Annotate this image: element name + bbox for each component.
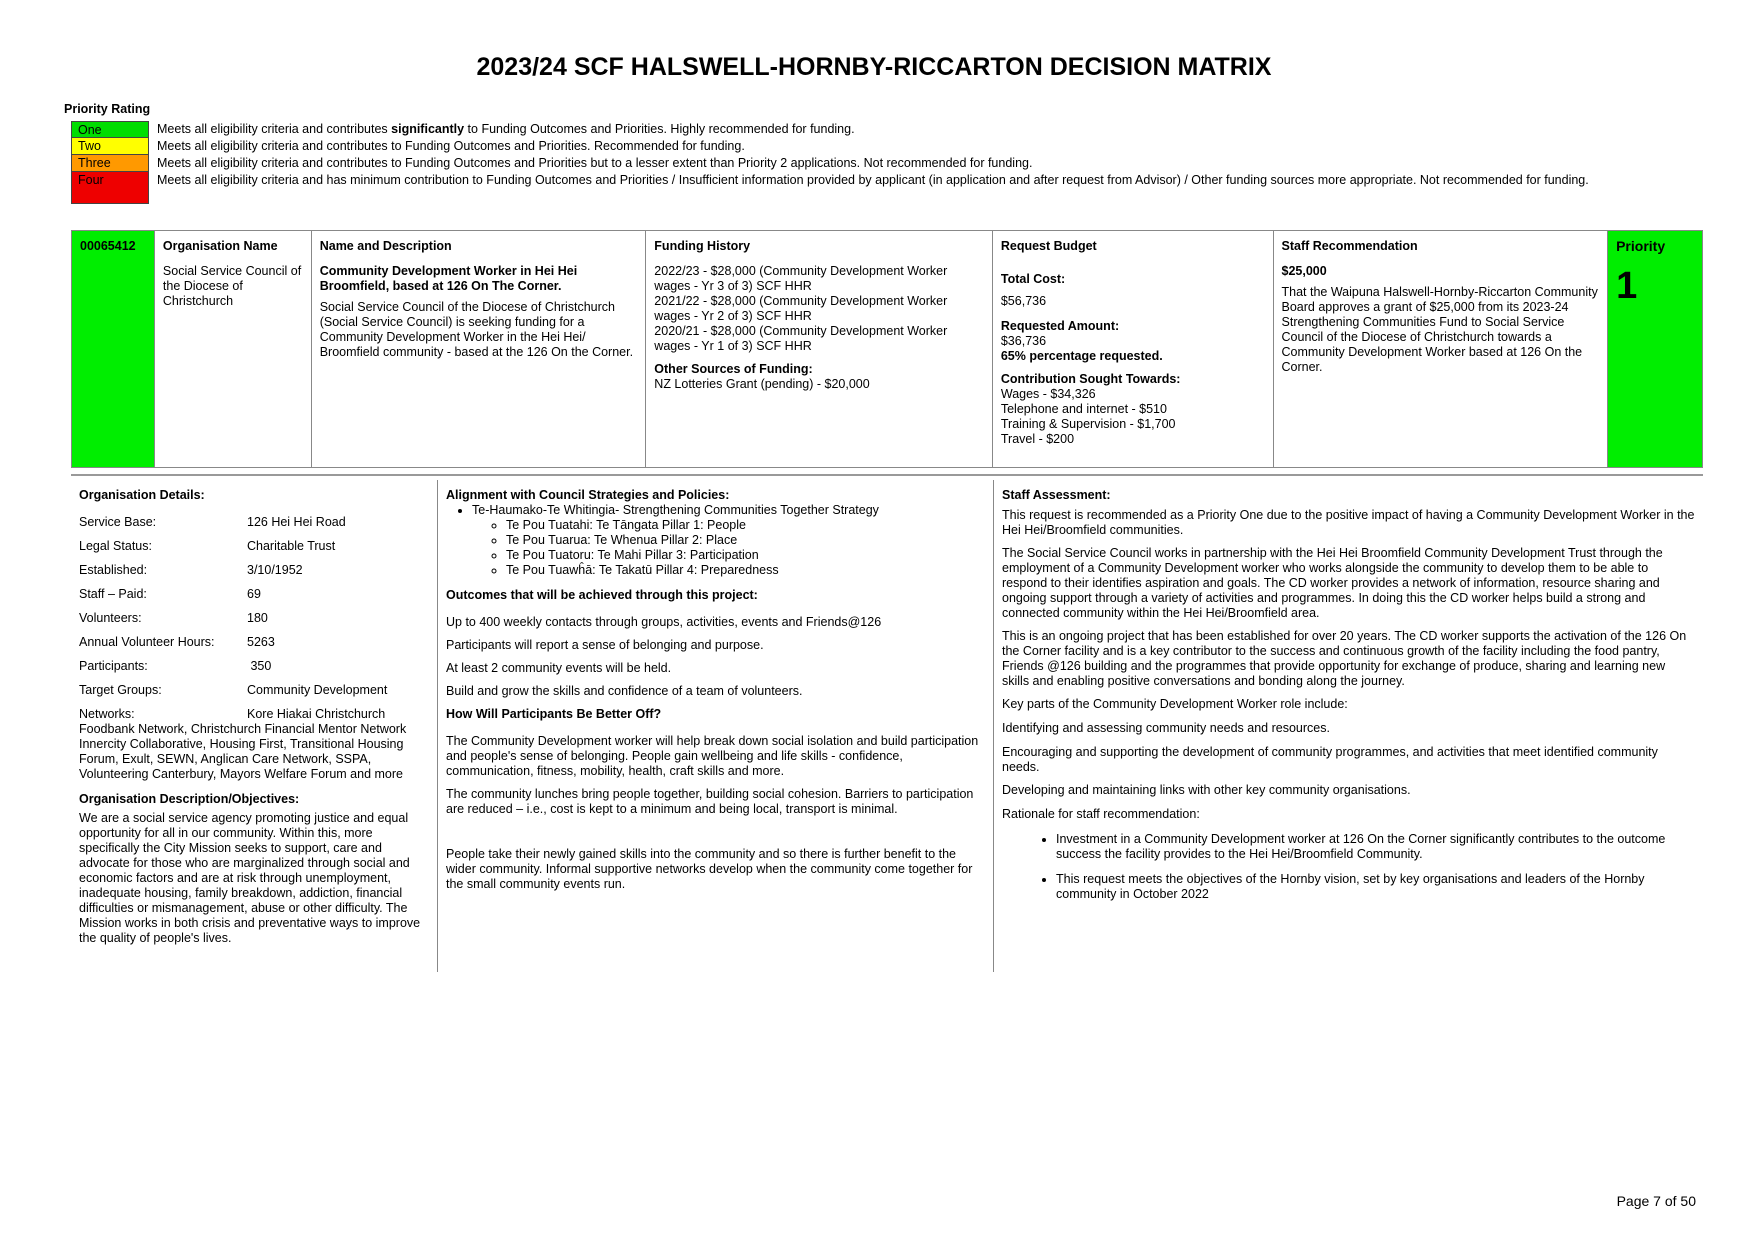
priority-swatch: One xyxy=(71,121,149,138)
organisation-name: Social Service Council of the Diocese of Christchurch xyxy=(162,264,302,308)
section-divider xyxy=(71,474,1703,476)
organisation-detail-row xyxy=(79,539,429,554)
staff-recommendation-heading: Staff Recommendation xyxy=(1281,239,1418,253)
better-off-heading: How Will Participants Be Better Off? xyxy=(446,707,662,721)
recommended-amount: $25,000 xyxy=(1281,264,1327,278)
request-budget-heading: Request Budget xyxy=(1000,239,1097,253)
pillar-item: ◦ Te Pou Tuatahi: Te Tāngata Pillar 1: People xyxy=(506,518,985,533)
organisation-name-heading: Organisation Name xyxy=(162,239,278,253)
assessment-paragraph: Rationale for staff recommendation: xyxy=(1002,807,1200,821)
detail-value: 126 Hei Hei Road xyxy=(247,515,346,529)
organisation-name-cell xyxy=(155,231,312,467)
priority-cell xyxy=(1608,231,1702,467)
organisation-detail-row xyxy=(79,611,429,626)
strategy-name: Te-Haumako-Te Whitingia- Strengthening Communities Together Strategy xyxy=(472,503,879,517)
page-title: 2023/24 SCF HALSWELL-HORNBY-RICCARTON DECISION MATRIX xyxy=(476,53,1272,81)
funding-history-heading: Funding History xyxy=(654,239,751,253)
application-summary-table xyxy=(71,230,1703,468)
priority-description-text: to Funding Outcomes and Priorities. Highly recommended for funding. xyxy=(464,122,855,136)
contribution-item: Training & Supervision - $1,700 xyxy=(1000,417,1176,431)
better-off-paragraph: People take their newly gained skills into the community and so there is further benefit to the wider community. Informal supportive networks develop when the community come together for the small community events run. xyxy=(446,847,973,891)
priority-swatch: Three xyxy=(71,155,149,172)
application-id: 00065412 xyxy=(80,239,136,253)
recommendation-text: That the Waipuna Halswell-Hornby-Riccarton Community Board approves a grant of $25,000 from its 2023-24 Strengthening Communities Fund to Social Service Council of the Diocese of Christchurch towards a Community Development Worker based at 126 On the Corner. xyxy=(1281,285,1598,374)
assessment-paragraph: Key parts of the Community Development Worker role include: xyxy=(1002,697,1348,711)
rationale-item: • This request meets the objectives of the Hornby vision, set by key organisations and leaders of the Hornby community in October 2022 xyxy=(1056,872,1695,902)
pillar-list xyxy=(472,518,985,578)
organisation-detail-row xyxy=(79,563,429,578)
organisation-detail-row xyxy=(79,659,429,674)
outcome-item: Participants will report a sense of belonging and purpose. xyxy=(446,638,764,652)
requested-amount-label: Requested Amount: xyxy=(1000,319,1120,333)
organisation-description: We are a social service agency promoting justice and equal opportunity for all in our community. Within this, more specifically the City Mission seeks to support, care and advocate for those who are marginalized through social and economic factors and are at risk through unemployment, inadequate housing, family breakdown, addiction, financial difficulties or mismanagement, abuse or other difficulty. The Mission works in both crisis and preventative ways to improve the quality of people's lives. xyxy=(79,811,421,945)
priority-description xyxy=(149,155,1637,171)
outcome-item: Build and grow the skills and confidence of a team of volunteers. xyxy=(446,684,803,698)
outcome-item: Up to 400 weekly contacts through groups, activities, events and Friends@126 xyxy=(446,615,882,629)
project-description: Social Service Council of the Diocese of Christchurch (Social Service Council) is seeking funding for a Community Development Worker in the Hei Hei/ Broomfield community - based at the 126 On the Corner. xyxy=(319,300,634,359)
detail-label: Legal Status: xyxy=(79,539,152,553)
networks xyxy=(79,707,429,782)
priority-description xyxy=(149,138,1637,154)
detail-value: 350 xyxy=(247,659,272,673)
priority-rating-legend xyxy=(71,121,1651,204)
pillar-item: ◦ Te Pou Tuawĥā: Te Takatū Pillar 4: Preparedness xyxy=(506,563,985,578)
detail-value: Community Development xyxy=(247,683,388,697)
priority-rating-row xyxy=(71,138,1651,155)
other-funding: NZ Lotteries Grant (pending) - $20,000 xyxy=(654,377,870,391)
organisation-detail-row xyxy=(79,587,429,602)
requested-amount: $36,736 xyxy=(1000,334,1047,348)
alignment-heading: Alignment with Council Strategies and Policies: xyxy=(446,488,730,502)
contribution-heading: Contribution Sought Towards: xyxy=(1000,372,1181,386)
detail-label: Staff – Paid: xyxy=(79,587,147,601)
priority-swatch: Two xyxy=(71,138,149,155)
priority-description-emphasis: significantly xyxy=(391,122,465,136)
priority-rating-row xyxy=(71,155,1651,172)
staff-recommendation-cell xyxy=(1274,231,1609,467)
staff-assessment-column xyxy=(993,480,1703,972)
application-id-cell xyxy=(72,231,155,467)
organisation-detail-row xyxy=(79,635,429,650)
assessment-paragraph: Identifying and assessing community needs and resources. xyxy=(1002,721,1330,735)
priority-value: 1 xyxy=(1616,265,1638,307)
contribution-item: Travel - $200 xyxy=(1000,432,1075,446)
better-off-paragraph: The community lunches bring people together, building social cohesion. Barriers to participation are reduced – i.e., cost is kept to a minimum and being local, transport is minimal. xyxy=(446,787,974,816)
assessment-paragraph: Encouraging and supporting the development of community programmes, and activities that meet identified community needs. xyxy=(1002,745,1658,774)
detail-value: 180 xyxy=(247,611,268,625)
priority-heading: Priority xyxy=(1616,238,1666,254)
pillar-item: ◦ Te Pou Tuarua: Te Whenua Pillar 2: Place xyxy=(506,533,985,548)
detail-label: Volunteers: xyxy=(79,611,142,625)
outcome-item: At least 2 community events will be held. xyxy=(446,661,672,675)
assessment-paragraph: This is an ongoing project that has been established for over 20 years. The CD worker supports the activation of the 126 On the Corner facility and is a key contributor to the success and continuous growth of the facility including the food pantry, Friends @126 building and the programmes that provide opportunity for exchange of produce, sharing and learning new skills and enabling positive conversations and bonding along the journey. xyxy=(1002,629,1687,688)
pillar-item: ◦ Te Pou Tuatoru: Te Mahi Pillar 3: Participation xyxy=(506,548,985,563)
rationale-item: • Investment in a Community Development worker at 126 On the Corner significantly contributes to the outcome success the facility provides to the Hei Hei/Broomfield Community. xyxy=(1056,832,1695,862)
project-title: Community Development Worker in Hei Hei Broomfield, based at 126 On The Corner. xyxy=(319,264,578,293)
total-cost: $56,736 xyxy=(1000,294,1047,308)
assessment-paragraph: The Social Service Council works in partnership with the Hei Hei Broomfield Community Development Trust through the employment of a Community Development worker who works alongside the community to develop them to be able to respond to their identifies aspiration and goals. The CD worker provides a network of information, resource sharing and ongoing support through a variety of activities and programmes. In doing this the CD worker helps build a strong and connected community within the Hei Hei/Broomfield area. xyxy=(1002,546,1663,620)
organisation-details-heading: Organisation Details: xyxy=(79,488,205,502)
percentage-requested: 65% percentage requested. xyxy=(1000,349,1163,363)
details-section xyxy=(71,480,1703,972)
priority-swatch: Four xyxy=(71,172,149,204)
staff-assessment-heading: Staff Assessment: xyxy=(1002,488,1111,502)
priority-description-text: Meets all eligibility criteria and has minimum contribution to Funding Outcomes and Priorities / Insufficient information provided by applicant (in application and after request from Advisor) / Other funding sources more appropriate. Not recommended for funding. xyxy=(157,173,1589,187)
contribution-item: Telephone and internet - $510 xyxy=(1000,402,1167,416)
priority-description xyxy=(149,172,1637,188)
detail-value: 5263 xyxy=(247,635,275,649)
funding-history-item: 2022/23 - $28,000 (Community Development Worker wages - Yr 3 of 3) SCF HHR xyxy=(654,264,948,293)
funding-history-cell xyxy=(646,231,993,467)
alignment-column xyxy=(437,480,993,972)
priority-rating-row xyxy=(71,121,1651,138)
funding-history-item: 2020/21 - $28,000 (Community Development Worker wages - Yr 1 of 3) SCF HHR xyxy=(654,324,948,353)
better-off-paragraph: The Community Development worker will help break down social isolation and build participation and people's sense of belonging. People gain wellbeing and life skills - confidence, communication, fitness, mobility, health, craft skills and more. xyxy=(446,734,979,778)
priority-description-text: Meets all eligibility criteria and contributes xyxy=(157,122,392,136)
organisation-detail-row xyxy=(79,515,429,530)
detail-label: Established: xyxy=(79,563,148,577)
name-description-cell xyxy=(312,231,647,467)
priority-rating-heading: Priority Rating xyxy=(64,102,151,116)
detail-value: 3/10/1952 xyxy=(247,563,303,577)
priority-description-text: Meets all eligibility criteria and contributes to Funding Outcomes and Priorities but to a lesser extent than Priority 2 applications. Not recommended for funding. xyxy=(157,156,1033,170)
strategy-item xyxy=(472,503,985,578)
request-budget-cell xyxy=(993,231,1274,467)
strategy-list xyxy=(446,503,985,578)
organisation-description-heading: Organisation Description/Objectives: xyxy=(79,792,300,806)
rationale-list xyxy=(1002,832,1695,902)
detail-label: Target Groups: xyxy=(79,683,162,697)
networks-list: Foodbank Network, Christchurch Financial Mentor Network Innercity Collaborative, Housing First, Transitional Housing Forum, Exult, SEWN, Anglican Care Network, SSPA, Volunteering Canterbury, Mayors Welfare Forum and more xyxy=(79,722,407,781)
other-funding-heading: Other Sources of Funding: xyxy=(654,362,813,376)
priority-description xyxy=(149,121,1637,137)
name-description-heading: Name and Description xyxy=(319,239,452,253)
assessment-paragraph: This request is recommended as a Priority One due to the positive impact of having a Community Development Worker in the Hei Hei/Broomfield communities. xyxy=(1002,508,1695,537)
detail-value: Charitable Trust xyxy=(247,539,336,553)
organisation-details-column xyxy=(71,480,437,972)
outcomes-heading: Outcomes that will be achieved through this project: xyxy=(446,588,758,602)
detail-label: Annual Volunteer Hours: xyxy=(79,635,215,649)
page-number: Page 7 of 50 xyxy=(1616,1193,1696,1209)
priority-rating-row xyxy=(71,172,1651,204)
organisation-detail-row xyxy=(79,683,429,698)
contribution-item: Wages - $34,326 xyxy=(1000,387,1096,401)
detail-value: 69 xyxy=(247,587,261,601)
detail-label: Service Base: xyxy=(79,515,157,529)
detail-label: Participants: xyxy=(79,659,148,673)
networks-label: Networks: xyxy=(79,707,135,721)
assessment-paragraph: Developing and maintaining links with other key community organisations. xyxy=(1002,783,1411,797)
networks-first: Kore Hiakai Christchurch xyxy=(247,707,386,721)
organisation-details-list xyxy=(79,515,429,698)
total-cost-label: Total Cost: xyxy=(1000,272,1066,286)
priority-description-text: Meets all eligibility criteria and contributes to Funding Outcomes and Priorities. Recommended for funding. xyxy=(157,139,745,153)
funding-history-item: 2021/22 - $28,000 (Community Development Worker wages - Yr 2 of 3) SCF HHR xyxy=(654,294,948,323)
